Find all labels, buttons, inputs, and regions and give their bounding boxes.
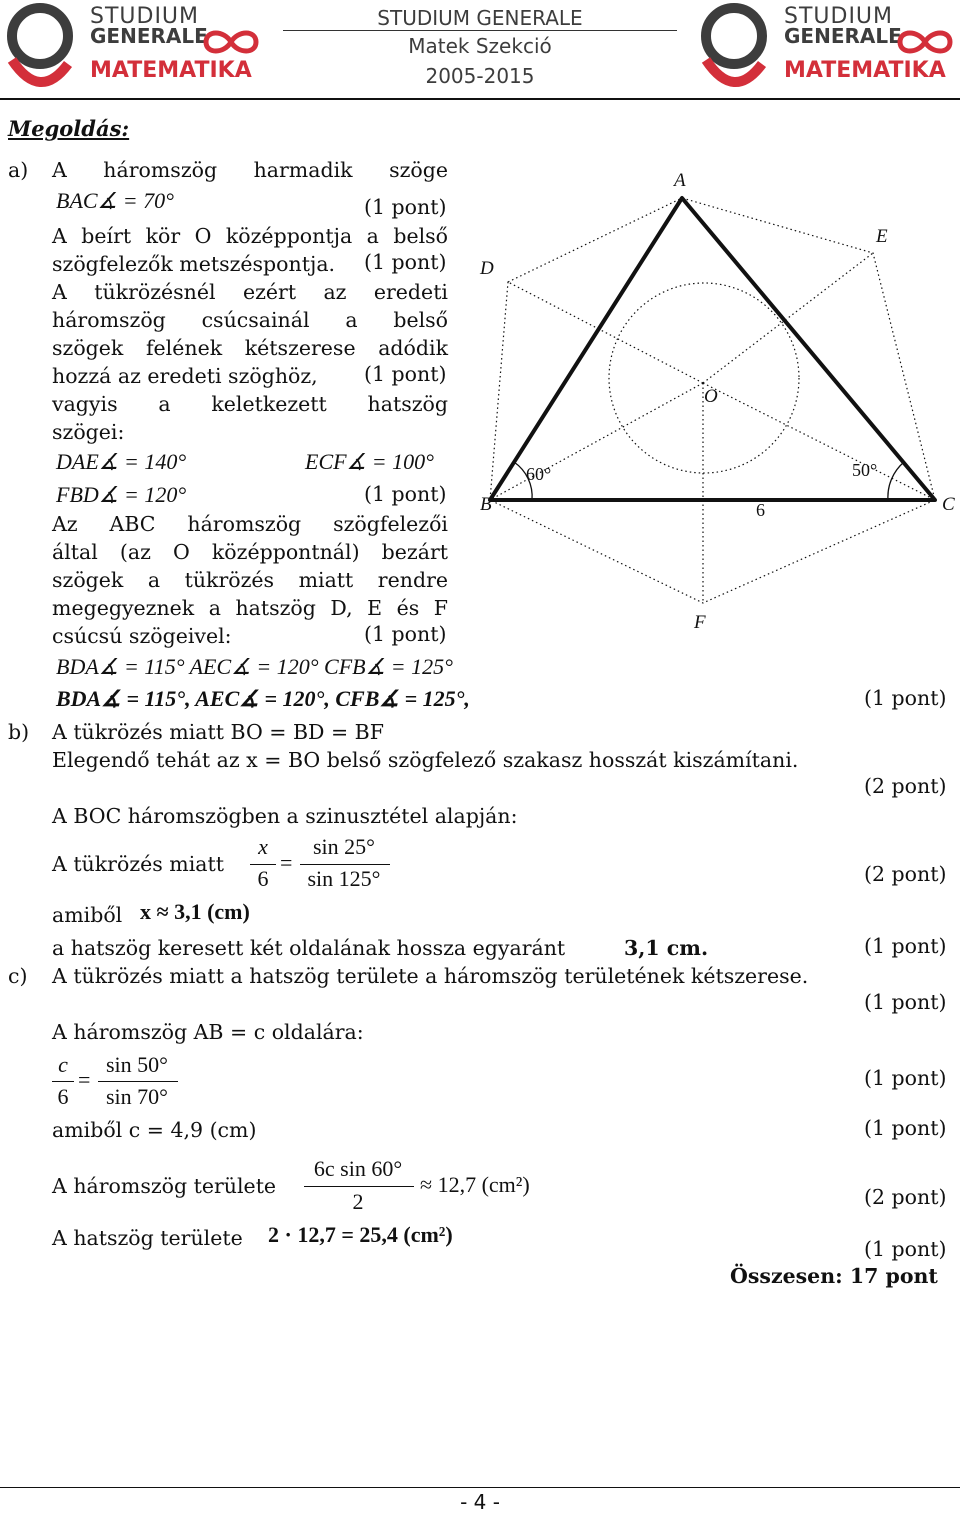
equals-sign: = xyxy=(78,1067,91,1092)
points-label: (1 pont) xyxy=(864,990,947,1014)
frac2-num: sin 25° xyxy=(313,834,375,859)
bisectors xyxy=(490,253,935,603)
logo-mark-icon xyxy=(6,2,76,98)
logo-line3: MATEMATIKA xyxy=(784,58,946,83)
header-rule xyxy=(0,98,960,100)
infinity-icon xyxy=(200,28,262,56)
points-label: (1 pont) xyxy=(864,1066,947,1090)
vertex-label-c: C xyxy=(942,494,955,515)
part-b-line6: a hatszög keresett két oldalának hossza egyaránt xyxy=(52,936,566,960)
frac5-num: 6c sin 60° xyxy=(313,1156,403,1181)
page-number: - 4 - xyxy=(460,1490,500,1514)
points-label: (2 pont) xyxy=(864,774,947,798)
eq-fbd: FBD∡ = 120° xyxy=(56,482,187,507)
frac1-num: x xyxy=(258,834,268,859)
points-label: (2 pont) xyxy=(864,1185,947,1209)
points-label: (1 pont) xyxy=(364,195,447,219)
frac2-den: sin 125° xyxy=(307,866,381,891)
logo-mark-icon xyxy=(700,2,770,98)
part-b-result: x ≈ 3,1 (cm) xyxy=(140,899,250,924)
frac3-line xyxy=(52,1081,74,1082)
eq-bold-row: BDA∡ = 115°, AEC∡ = 120°, CFB∡ = 125°, xyxy=(56,686,470,711)
frac5-den: 2 xyxy=(352,1189,364,1214)
total-points: Összesen: 17 pont xyxy=(730,1264,938,1288)
points-label: (1 pont) xyxy=(864,1237,947,1261)
vertex-label-e: E xyxy=(876,226,888,247)
header-title: STUDIUM GENERALE xyxy=(377,6,583,30)
points-label: (1 pont) xyxy=(364,362,447,386)
solution-heading: Megoldás: xyxy=(8,116,130,141)
part-c-line2: A háromszög AB = c oldalára: xyxy=(52,1020,364,1044)
angle-label-c: 50° xyxy=(852,460,878,480)
part-b-line4-prefix: A tükrözés miatt xyxy=(52,852,224,876)
footer-rule xyxy=(0,1487,960,1488)
part-a-label: a) xyxy=(8,158,29,182)
side-label-bc: 6 xyxy=(756,500,765,520)
points-label: (2 pont) xyxy=(864,862,947,886)
logo-line3: MATEMATIKA xyxy=(90,58,252,83)
eq-dae: DAE∡ = 140° xyxy=(56,449,187,474)
points-label: (1 pont) xyxy=(864,934,947,958)
part-b-line5-prefix: amiből xyxy=(52,903,123,927)
frac1-den: 6 xyxy=(257,866,269,891)
points-label: (1 pont) xyxy=(364,482,447,506)
part-b-line1: A tükrözés miatt BO = BD = BF xyxy=(52,720,384,744)
frac3-den: 6 xyxy=(57,1084,69,1109)
vertex-label-d: D xyxy=(480,258,494,279)
points-label: (1 pont) xyxy=(364,250,447,274)
frac4-num: sin 50° xyxy=(106,1052,168,1077)
angle-label-b: 60° xyxy=(526,464,552,484)
part-a-line: hozzá az eredeti szöghöz, xyxy=(52,364,318,388)
points-label: (1 pont) xyxy=(864,686,947,710)
part-a-line: szögei: xyxy=(52,420,125,444)
frac5-line xyxy=(304,1186,414,1187)
part-c-area-hexagon: 2 · 12,7 = 25,4 (cm²) xyxy=(268,1222,453,1247)
part-a-line: szögek a tükrözés miatt rendre xyxy=(52,568,448,592)
frac4-line xyxy=(98,1081,178,1082)
angle-arc-c xyxy=(888,462,904,500)
logo-line2: GENERALE xyxy=(90,24,208,48)
frac3-num: c xyxy=(58,1052,68,1077)
logo-line1: STUDIUM xyxy=(90,4,200,29)
incircle xyxy=(609,283,799,473)
logo-line1: STUDIUM xyxy=(784,4,894,29)
equals-sign: = xyxy=(280,850,293,875)
part-a-line: megegyeznek a hatszög D, E és F xyxy=(52,596,448,620)
part-c-area-triangle: ≈ 12,7 (cm²) xyxy=(420,1172,530,1197)
triangle-abc xyxy=(490,198,935,500)
points-label: (1 pont) xyxy=(864,1116,947,1140)
part-b-line6-bold: 3,1 cm. xyxy=(624,936,709,960)
header-subtitle: Matek Szekció xyxy=(408,34,552,58)
eq-row: BDA∡ = 115° AEC∡ = 120° CFB∡ = 125° xyxy=(56,654,453,679)
header-divider xyxy=(283,30,677,31)
part-a-line: csúcsú szögeivel: xyxy=(52,624,232,648)
part-a-line: által (az O középpontnál) bezárt xyxy=(52,540,448,564)
part-a-line: háromszög csúcsainál a belső xyxy=(52,308,448,332)
frac4-den: sin 70° xyxy=(106,1084,168,1109)
eq-ecf: ECF∡ = 100° xyxy=(305,449,434,474)
part-c-line4-prefix: A háromszög területe xyxy=(52,1174,277,1198)
part-a-line: A tükrözésnél ezért az eredeti xyxy=(52,280,448,304)
eq-bac: BAC∡ = 70° xyxy=(56,188,174,213)
part-b-line3: A BOC háromszögben a szinusztétel alapján: xyxy=(52,804,518,828)
part-c-line1: A tükrözés miatt a hatszög területe a háromszög területének kétszerese. xyxy=(52,964,809,988)
vertex-label-a: A xyxy=(674,170,686,191)
part-b-line2: Elegendő tehát az x = BO belső szögfelező szakasz hosszát kiszámítani. xyxy=(52,748,799,772)
part-b-label: b) xyxy=(8,720,30,744)
part-a-line: szögek felének kétszerese adódik xyxy=(52,336,448,360)
geometry-figure xyxy=(470,160,960,650)
infinity-icon xyxy=(894,28,956,56)
part-a-line: A beírt kör O középpontja a belső xyxy=(52,224,448,248)
part-c-line5-prefix: A hatszög területe xyxy=(52,1226,243,1250)
vertex-label-f: F xyxy=(694,612,706,633)
part-a-line: vagyis a keletkezett hatszög xyxy=(52,392,448,416)
part-c-line3: amiből c = 4,9 (cm) xyxy=(52,1118,257,1142)
part-a-line: szögfelezők metszéspontja. xyxy=(52,252,336,276)
center-label-o: O xyxy=(704,386,718,407)
header-years: 2005-2015 xyxy=(425,64,535,88)
points-label: (1 pont) xyxy=(364,622,447,646)
part-c-label: c) xyxy=(8,964,28,988)
part-a-line: Az ABC háromszög szögfelezői xyxy=(52,512,448,536)
logo-line2: GENERALE xyxy=(784,24,902,48)
vertex-label-b: B xyxy=(480,494,492,515)
part-a-line: A háromszög harmadik szöge xyxy=(52,158,448,182)
